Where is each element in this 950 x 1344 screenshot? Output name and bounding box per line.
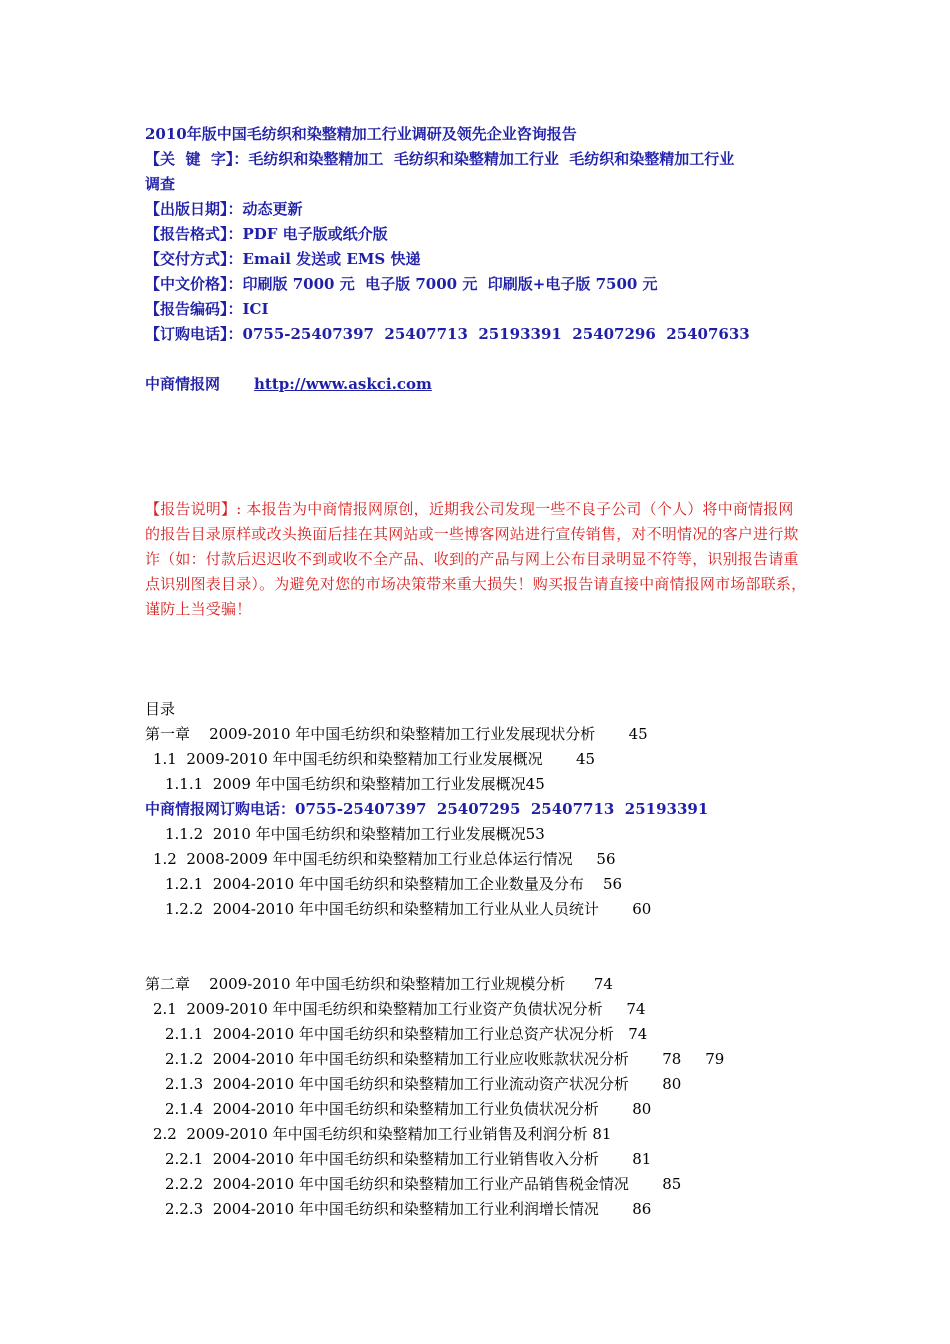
order-phone-line: 中商情报网订购电话：0755-25407397 25407295 25407713 25193391: [145, 800, 709, 818]
toc-subsection[interactable]: 2.2.2 2004-2010 年中国毛纺织和染整精加工行业产品销售税金情况 85: [165, 1175, 682, 1193]
format-row: [145, 222, 825, 247]
phone-label: 【订购电话】：: [145, 325, 243, 343]
site-link[interactable]: http://www.askci.com: [254, 375, 432, 393]
price-value: 印刷版 7000 元 电子版 7000 元 印刷版+电子版 7500 元: [242, 275, 658, 293]
document-page: [145, 122, 825, 1222]
table-of-contents: [145, 697, 825, 1222]
toc-heading: 目录: [145, 700, 176, 718]
keywords-continued: 调查: [145, 175, 176, 193]
toc-subsection[interactable]: 1.1.1 2009 年中国毛纺织和染整精加工行业发展概况45: [165, 775, 545, 793]
toc-subsection[interactable]: 2.1.1 2004-2010 年中国毛纺织和染整精加工行业总资产状况分析 74: [165, 1025, 648, 1043]
format-value: PDF 电子版或纸介版: [242, 225, 388, 243]
delivery-value: Email 发送或 EMS 快递: [242, 250, 421, 268]
delivery-row: [145, 247, 825, 272]
toc-subsection[interactable]: 2.2.1 2004-2010 年中国毛纺织和染整精加工行业销售收入分析 81: [165, 1150, 652, 1168]
spacer: [145, 347, 825, 372]
site-name: 中商情报网: [145, 375, 221, 393]
toc-subsection[interactable]: 1.2.1 2004-2010 年中国毛纺织和染整精加工企业数量及分布 56: [165, 875, 623, 893]
keywords-label: 【关 键 字】：: [145, 150, 249, 168]
format-label: 【报告格式】：: [145, 225, 243, 243]
toc-section[interactable]: 1.1 2009-2010 年中国毛纺织和染整精加工行业发展概况 45: [153, 750, 596, 768]
toc-subsection[interactable]: 2.1.3 2004-2010 年中国毛纺织和染整精加工行业流动资产状况分析 80: [165, 1075, 682, 1093]
toc-section[interactable]: 1.2 2008-2009 年中国毛纺织和染整精加工行业总体运行情况 56: [153, 850, 616, 868]
toc-subsection[interactable]: 2.1.4 2004-2010 年中国毛纺织和染整精加工行业负债状况分析 80: [165, 1100, 652, 1118]
date-value: 动态更新: [242, 200, 303, 218]
phone-value: 0755-25407397 25407713 25193391 25407296 25407633: [242, 325, 750, 343]
keywords-row: [145, 147, 825, 172]
keywords-value: 毛纺织和染整精加工 毛纺织和染整精加工行业 毛纺织和染整精加工行业: [248, 150, 735, 168]
toc-chapter[interactable]: 第二章 2009-2010 年中国毛纺织和染整精加工行业规模分析 74: [145, 975, 613, 993]
code-value: ICI: [242, 300, 269, 318]
code-row: [145, 297, 825, 322]
toc-subsection[interactable]: 1.1.2 2010 年中国毛纺织和染整精加工行业发展概况53: [165, 825, 545, 843]
date-row: [145, 197, 825, 222]
spacer: [145, 622, 825, 697]
price-label: 【中文价格】：: [145, 275, 243, 293]
toc-subsection[interactable]: 2.2.3 2004-2010 年中国毛纺织和染整精加工行业利润增长情况 86: [165, 1200, 652, 1218]
report-title: 2010年版中国毛纺织和染整精加工行业调研及领先企业咨询报告: [145, 125, 577, 143]
site-row: [145, 372, 825, 397]
toc-section[interactable]: 2.2 2009-2010 年中国毛纺织和染整精加工行业销售及利润分析 81: [153, 1125, 612, 1143]
delivery-label: 【交付方式】：: [145, 250, 243, 268]
toc-subsection[interactable]: 1.2.2 2004-2010 年中国毛纺织和染整精加工行业从业人员统计 60: [165, 900, 652, 918]
toc-chapter[interactable]: 第一章 2009-2010 年中国毛纺织和染整精加工行业发展现状分析 45: [145, 725, 648, 743]
toc-subsection[interactable]: 2.1.2 2004-2010 年中国毛纺织和染整精加工行业应收账款状况分析 78 79: [165, 1050, 725, 1068]
spacer: [145, 397, 825, 497]
price-row: [145, 272, 825, 297]
code-label: 【报告编码】：: [145, 300, 243, 318]
date-label: 【出版日期】：: [145, 200, 243, 218]
phone-row: [145, 322, 825, 347]
toc-section[interactable]: 2.1 2009-2010 年中国毛纺织和染整精加工行业资产负债状况分析 74: [153, 1000, 646, 1018]
report-notice: 【报告说明】: 本报告为中商情报网原创，近期我公司发现一些不良子公司（个人）将中商情报网的报告目录原样或改头换面后挂在其网站或一些博客网站进行宣传销售，对不明情况的客户进行欺诈（如：付款后迟迟收不到或收不全产品、收到的产品与网上公布目录明显不符等，识别报告请重点识别图表目录）。为避免对您的市场决策带来重大损失！购买报告请直接中商情报网市场部联系，谨防上当受骗！: [145, 500, 807, 618]
spacer: [145, 922, 825, 972]
